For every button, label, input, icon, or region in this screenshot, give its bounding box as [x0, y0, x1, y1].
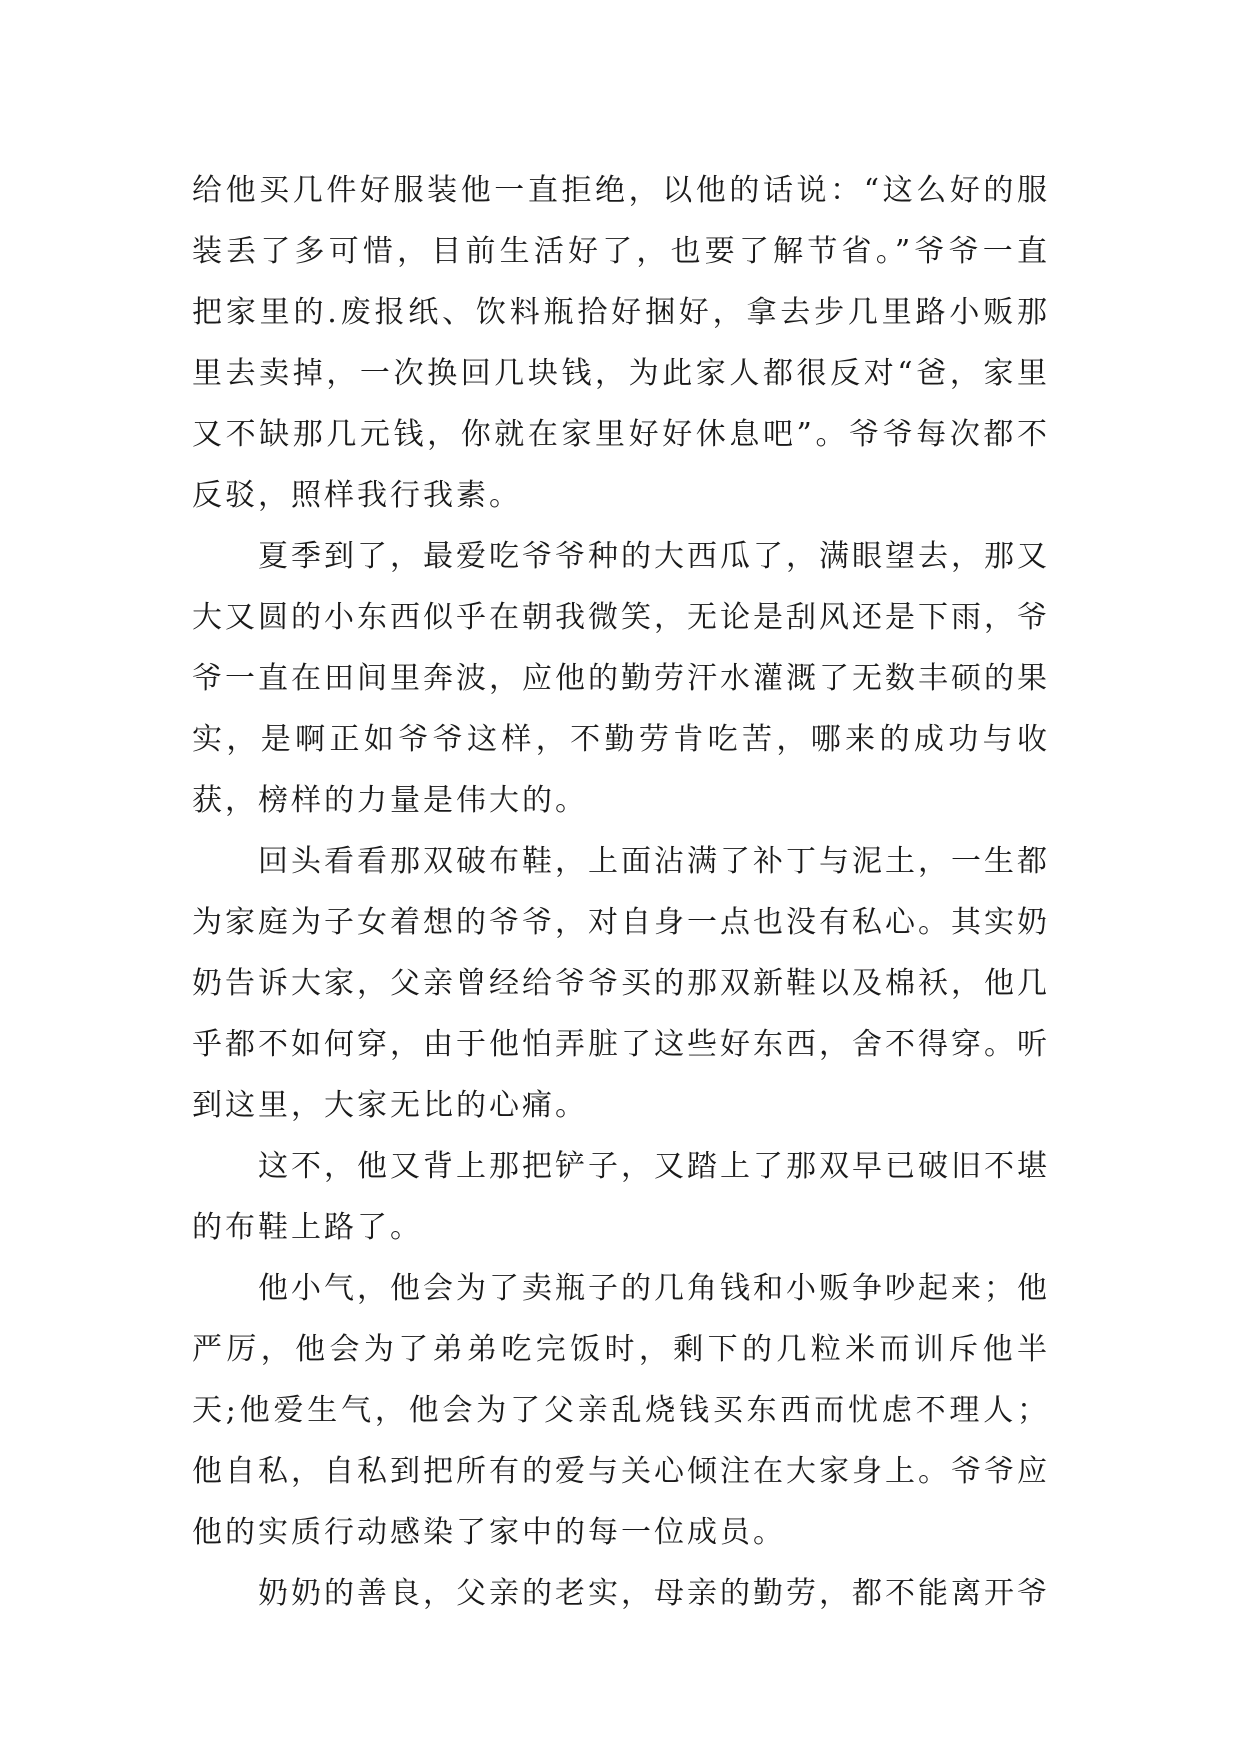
paragraph-character: 他小气，他会为了卖瓶子的几角钱和小贩争吵起来；他严厉，他会为了弟弟吃完饭时，剩下的几粒米而训斥他半天;他爱生气，他会为了父亲乱烧钱买东西而忧虑不理人；他自私，自私到把所有的爱与关心倾注在大家身上。爷爷应他的实质行动感染了家中的每一位成员。	[192, 1271, 1050, 1550]
body-text	[192, 160, 1050, 1624]
paragraph-shovel: 这不，他又背上那把铲子，又踏上了那双早已破旧不堪的布鞋上路了。	[192, 1149, 1050, 1245]
paragraph-watermelon: 夏季到了，最爱吃爷爷种的大西瓜了，满眼望去，那又大又圆的小东西似乎在朝我微笑，无论是刮风还是下雨，爷爷一直在田间里奔波，应他的勤劳汗水灌溉了无数丰硕的果实，是啊正如爷爷这样，不勤劳肯吃苦，哪来的成功与收获，榜样的力量是伟大的。	[192, 539, 1050, 818]
paragraph-family: 奶奶的善良，父亲的老实，母亲的勤劳，都不能离开爷	[258, 1576, 1050, 1611]
paragraph-cloth-shoes: 回头看看那双破布鞋，上面沾满了补丁与泥土，一生都为家庭为子女着想的爷爷，对自身一点也没有私心。其实奶奶告诉大家，父亲曾经给爷爷买的那双新鞋以及棉袄，他几乎都不如何穿，由于他怕弄脏了这些好东西，舍不得穿。听到这里，大家无比的心痛。	[192, 844, 1050, 1123]
paragraph-continuation: 给他买几件好服装他一直拒绝，以他的话说：“这么好的服装丢了多可惜，目前生活好了，也要了解节省。”爷爷一直把家里的.废报纸、饮料瓶拾好捆好，拿去步几里路小贩那里去卖掉，一次换回几块钱，为此家人都很反对“爸，家里又不缺那几元钱，你就在家里好好休息吧”。爷爷每次都不反驳，照样我行我素。	[192, 173, 1050, 513]
